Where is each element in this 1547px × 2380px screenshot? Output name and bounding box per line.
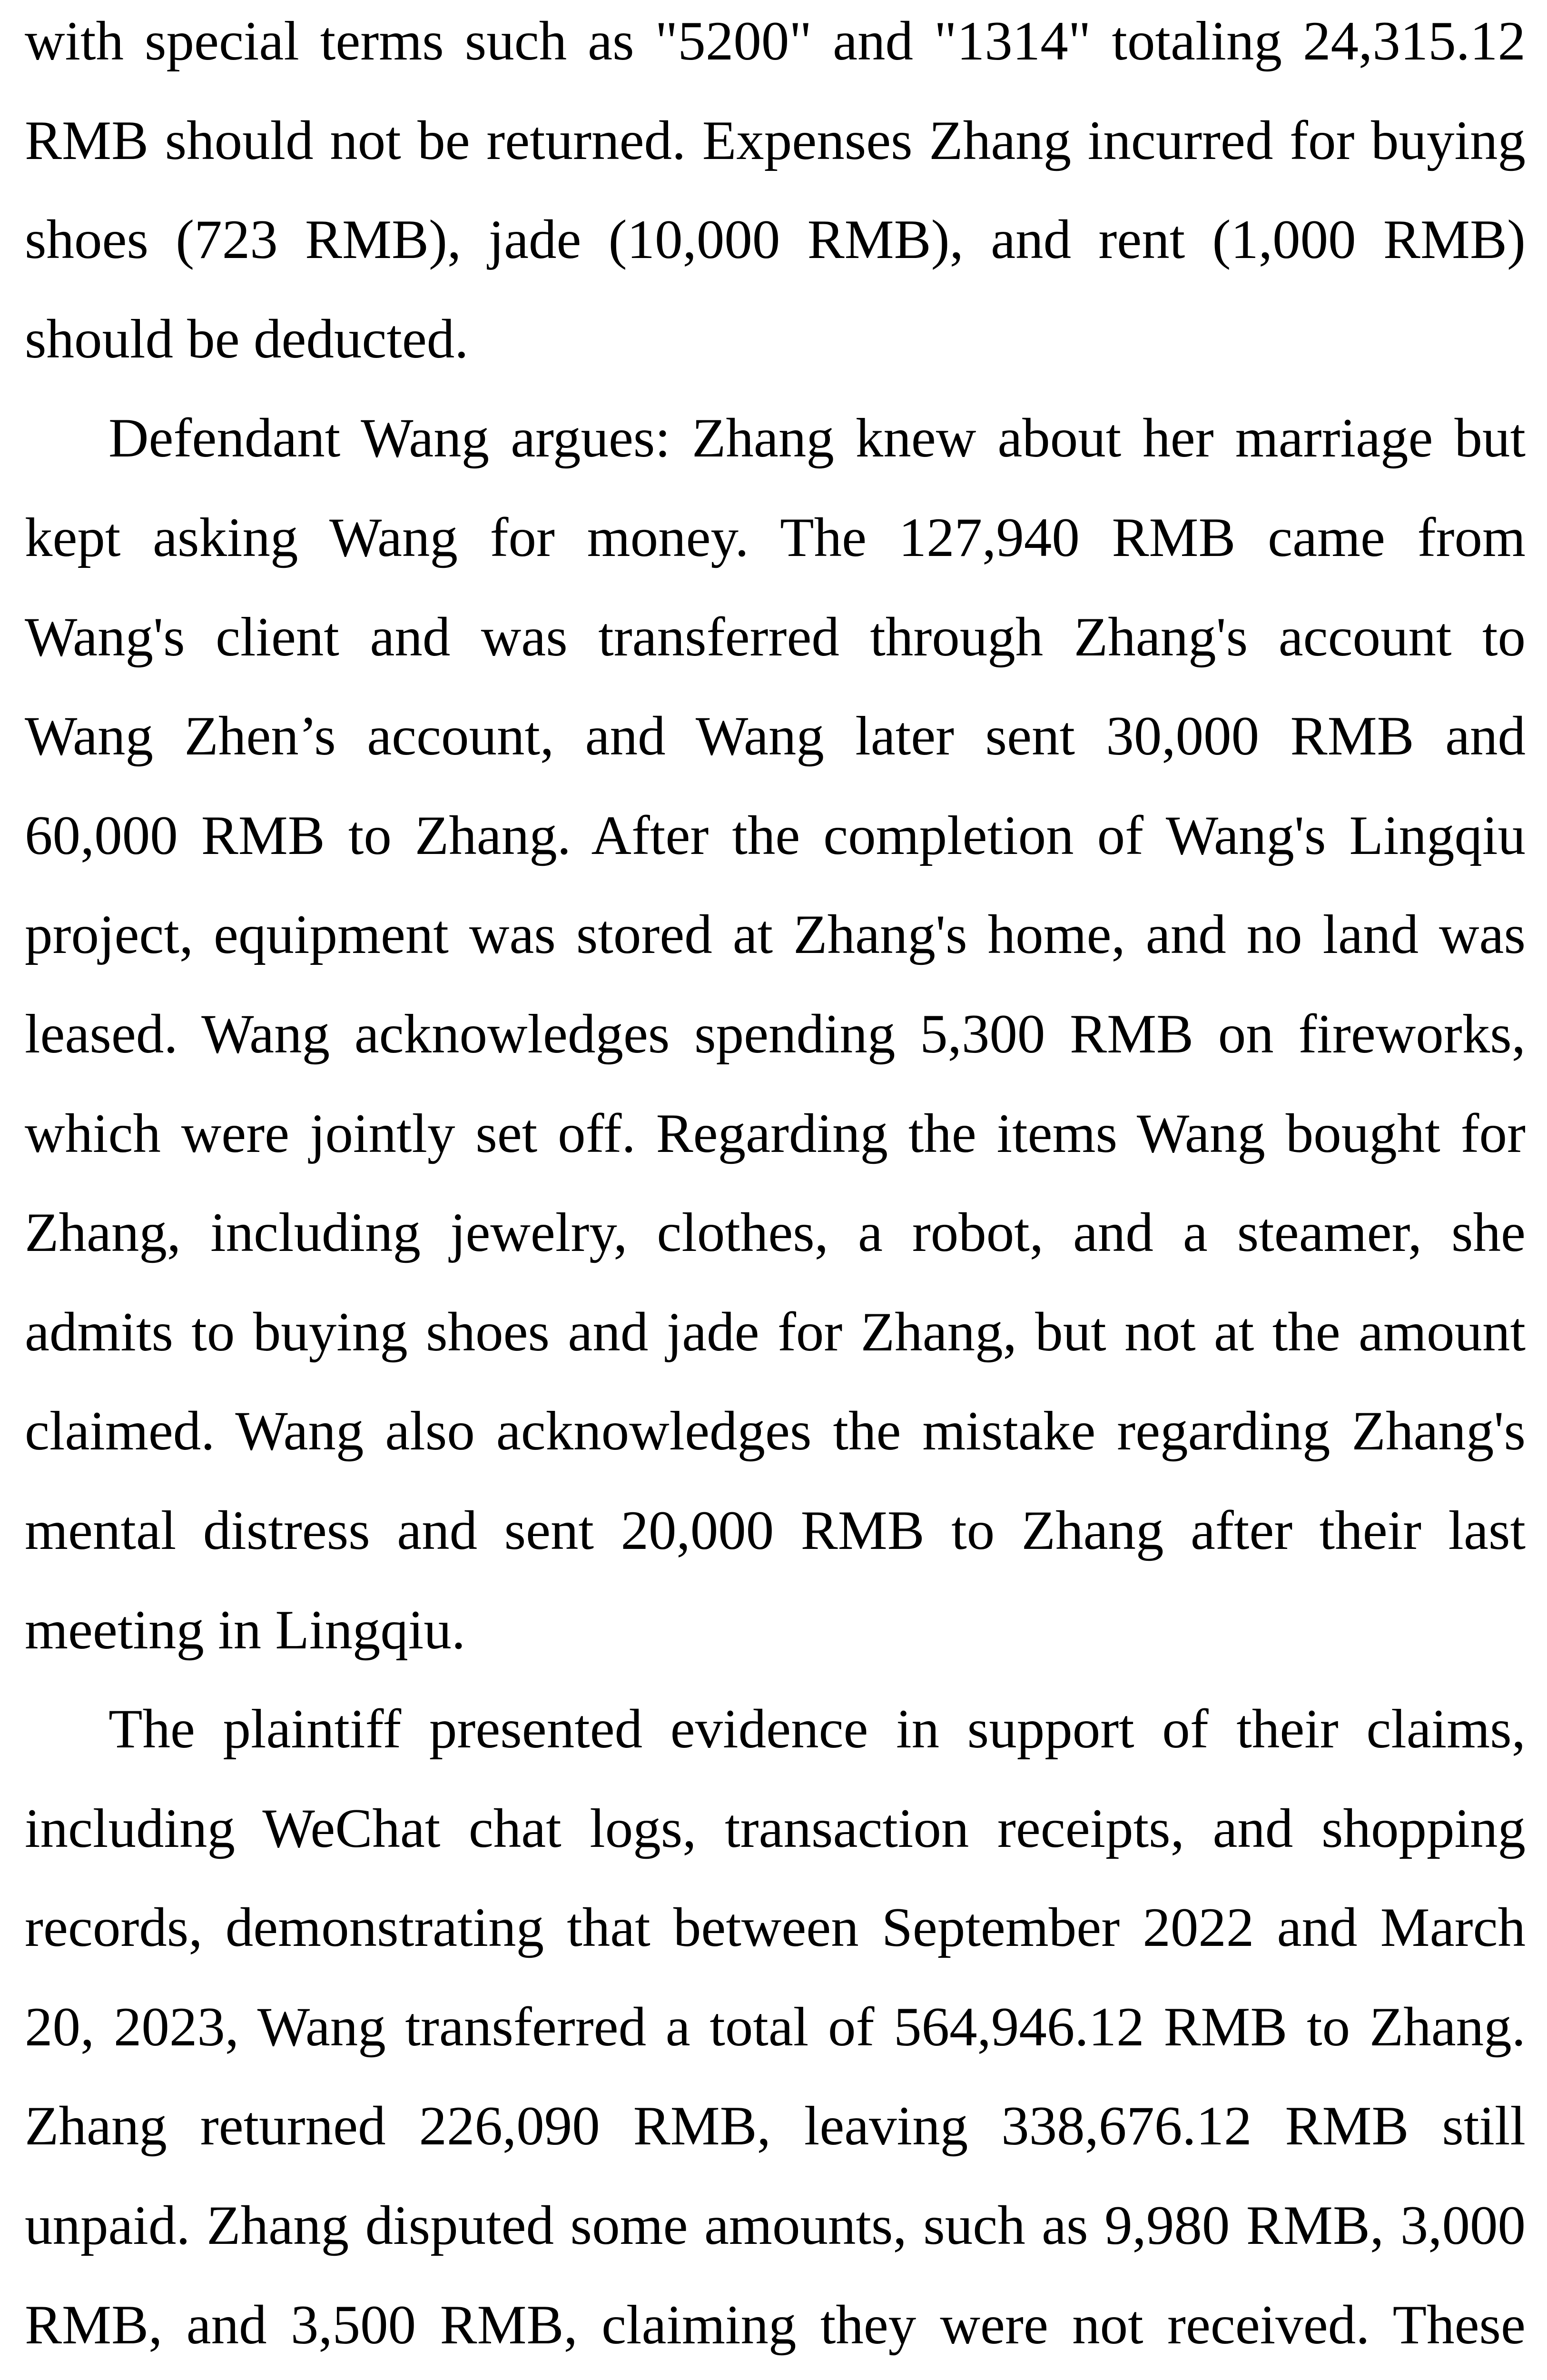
paragraph-continuation: with special terms such as "5200" and "1314" totaling 24,315.12 RMB should not be returned. Expenses Zhang incurred for buying shoes (723 RMB), jade (10,000 RMB), and rent (1,000 RMB) should be deducted. bbox=[25, 10, 1526, 370]
paragraph-defendant-argument: Defendant Wang argues: Zhang knew about her marriage but kept asking Wang for money. The 127,940 RMB came from Wang's client and was transferred through Zhang's account to Wang Zhen’s account, and Wang later sent 30,000 RMB and 60,000 RMB to Zhang. After the completion of Wang's Lingqiu project, equipment was stored at Zhang's home, and no land was leased. Wang acknowledges spending 5,300 RMB on fireworks, which were jointly set off. Regarding the items Wang bought for Zhang, including jewelry, clothes, a robot, and a steamer, she admits to buying shoes and jade for Zhang, but not at the amount claimed. Wang also acknowledges the mistake regarding Zhang's mental distress and sent 20,000 RMB to Zhang after their last meeting in Lingqiu. bbox=[25, 407, 1526, 1661]
paragraph-plaintiff-evidence: The plaintiff presented evidence in support of their claims, including WeChat chat logs, transaction receipts, and shopping records, demonstrating that between September 2022 and March 20, 2023, Wang transferred a total of 564,946.12 RMB to Zhang. Zhang returned 226,090 RMB, leaving 338,676.12 RMB still unpaid. Zhang disputed some amounts, such as 9,980 RMB, 3,000 RMB, and 3,500 RMB, claiming they were not received. These bbox=[25, 1698, 1526, 2356]
